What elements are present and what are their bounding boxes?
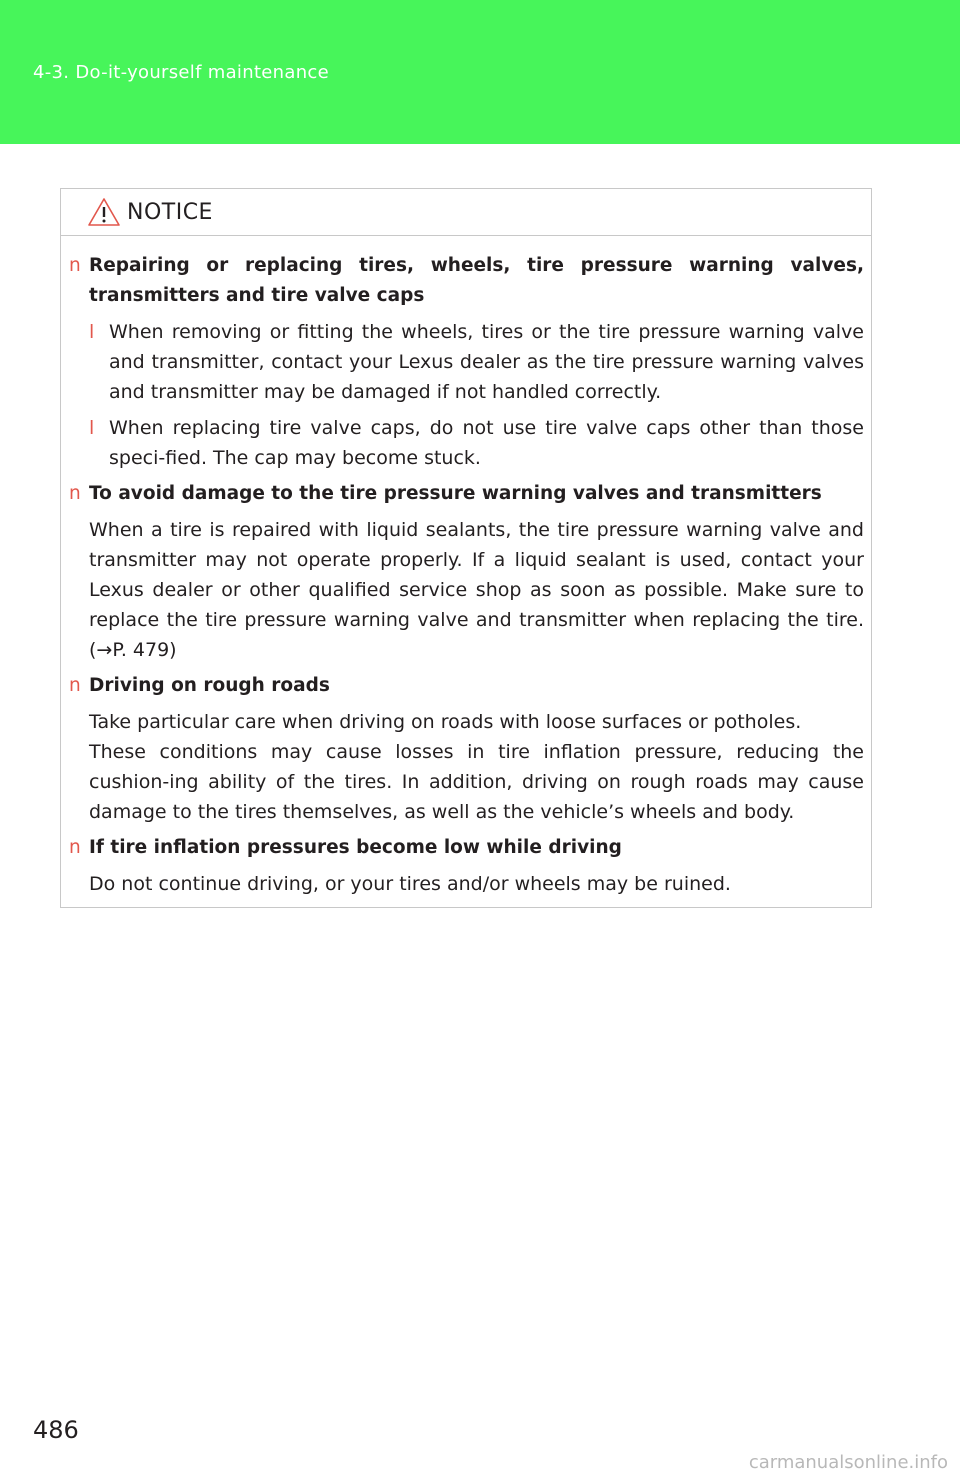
- bullet-marker: l: [89, 417, 95, 439]
- page-number: 486: [33, 1416, 79, 1444]
- section-heading: n Driving on rough roads: [69, 671, 864, 701]
- section-heading: n Repairing or replacing tires, wheels, tire pressure warning valves, transmitters and tire valve caps: [69, 251, 864, 311]
- notice-title: NOTICE: [127, 200, 213, 225]
- section-marker: n: [69, 837, 81, 858]
- section-title: 4-3. Do-it-yourself maintenance: [33, 62, 329, 83]
- notice-body: [69, 251, 864, 905]
- section-heading: n To avoid damage to the tire pressure warning valves and transmitters: [69, 479, 864, 509]
- section-heading: n If tire inflation pressures become low while driving: [69, 833, 864, 863]
- section-marker: n: [69, 675, 81, 696]
- header-band: [0, 0, 960, 144]
- notice-section: [69, 671, 864, 827]
- bullet-item: l When replacing tire valve caps, do not use tire valve caps other than those speci-fied. The cap may become stuck.: [69, 413, 864, 473]
- section-text: When a tire is repaired with liquid sealants, the tire pressure warning valve and transmitter may not operate properly. If a liquid sealant is used, contact your Lexus dealer or other qualified service shop as soon as possible. Make sure to replace the tire pressure warning valve and transmitter when replacing the tire. (→P. 479): [89, 519, 864, 661]
- watermark: carmanualsonline.info: [748, 1452, 948, 1473]
- notice-section: [69, 833, 864, 899]
- notice-box: [60, 188, 872, 908]
- notice-header: [61, 189, 871, 236]
- notice-section: [69, 251, 864, 473]
- bullet-marker: l: [89, 321, 95, 343]
- section-text: Do not continue driving, or your tires and/or wheels may be ruined.: [89, 873, 731, 895]
- bullet-item: l When removing or fitting the wheels, tires or the tire pressure warning valve and transmitter, contact your Lexus dealer as the tire pressure warning valves and transmitter may be damaged if not handled correctly.: [69, 317, 864, 407]
- section-marker: n: [69, 483, 81, 504]
- section-marker: n: [69, 255, 81, 276]
- warning-triangle-icon: [87, 197, 121, 227]
- section-text: Take particular care when driving on roads with loose surfaces or potholes. These conditions may cause losses in tire inflation pressure, reducing the cushion-ing ability of the tires. In addition, driving on rough roads may cause damage to the tires themselves, as well as the vehicle’s wheels and body.: [89, 711, 864, 823]
- notice-section: [69, 479, 864, 665]
